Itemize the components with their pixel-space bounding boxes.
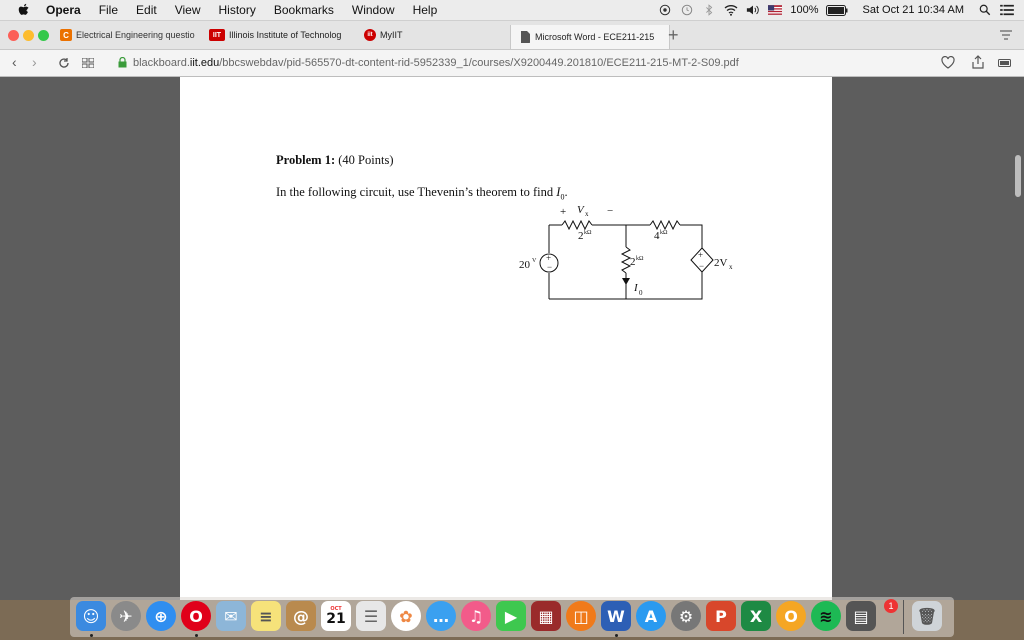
battery-icon[interactable]: [826, 5, 848, 16]
current-arrow: [622, 278, 630, 285]
resistor-r3: [622, 247, 630, 273]
bluetooth-icon[interactable]: [702, 4, 716, 16]
tab-bar: [0, 21, 1024, 50]
us-flag-icon[interactable]: [768, 4, 782, 16]
reminders-icon[interactable]: ☰: [356, 601, 386, 631]
dep-source-sub: x: [729, 263, 733, 271]
excel-icon[interactable]: X: [741, 601, 771, 631]
dep-minus-sign: −: [699, 261, 705, 271]
r3-value: 2: [630, 256, 636, 268]
vs-plus-sign: +: [546, 253, 552, 263]
speed-dial-icon[interactable]: [82, 58, 94, 68]
word-icon[interactable]: W: [601, 601, 631, 631]
vx-label: V: [577, 204, 584, 216]
spotify-icon[interactable]: ≋: [811, 601, 841, 631]
battery-saver-icon[interactable]: [998, 59, 1012, 67]
new-tab-button[interactable]: +: [668, 25, 679, 45]
vertical-scrollbar[interactable]: [1015, 155, 1021, 197]
statement-sub: 0: [560, 192, 565, 202]
app-store-icon[interactable]: A: [636, 601, 666, 631]
vs-minus-sign: −: [547, 262, 553, 272]
problem-title: Problem 1:: [276, 153, 336, 167]
volume-icon[interactable]: [746, 4, 760, 16]
chegg-favicon-icon: C: [60, 29, 72, 41]
notes-icon[interactable]: ≡: [251, 601, 281, 631]
dep-source-label: 2V: [714, 257, 728, 269]
battery-percent: 100%: [790, 4, 819, 16]
address-bar: [0, 50, 1024, 77]
back-button[interactable]: ‹: [12, 54, 17, 70]
reload-icon[interactable]: [58, 57, 70, 69]
messages-icon[interactable]: …: [426, 601, 456, 631]
clock[interactable]: Sat Oct 21 10:34 AM: [862, 4, 964, 16]
close-window-button[interactable]: [8, 30, 19, 41]
menu-edit[interactable]: Edit: [136, 3, 157, 17]
current-label: I: [634, 282, 638, 294]
finder-running-indicator: [90, 634, 93, 637]
dock-divider: [903, 600, 904, 634]
tab-label: MyIIT: [380, 30, 403, 40]
time-machine-icon[interactable]: [680, 4, 694, 16]
url-domain: iit.edu: [189, 56, 220, 69]
share-icon[interactable]: [972, 55, 984, 69]
vx-minus: −: [607, 205, 614, 217]
vx-sub: x: [585, 210, 589, 218]
statement-var: I: [556, 185, 561, 199]
lock-icon: [118, 57, 127, 68]
finder-icon[interactable]: ☺: [76, 601, 106, 631]
url-field[interactable]: [118, 53, 968, 72]
tab-myiit[interactable]: [364, 25, 504, 45]
vx-plus: +: [560, 206, 567, 218]
downloads-stack-icon[interactable]: ▤: [846, 601, 876, 631]
spotlight-icon[interactable]: [978, 4, 992, 16]
resistor-r2: [650, 221, 680, 229]
notification-badge: 1: [884, 599, 898, 613]
maximize-window-button[interactable]: [38, 30, 49, 41]
calendar-icon[interactable]: [321, 601, 351, 631]
iit-favicon-icon: IIT: [209, 29, 225, 41]
tab-label: Microsoft Word - ECE211-215: [535, 32, 655, 42]
source-unit: V: [532, 258, 537, 264]
menu-window[interactable]: Window: [351, 3, 395, 17]
tab-chegg[interactable]: [60, 25, 202, 45]
statement-end: .: [564, 185, 568, 199]
opera-icon[interactable]: O: [181, 601, 211, 631]
contacts-icon[interactable]: @: [286, 601, 316, 631]
photo-booth-icon[interactable]: ▦: [531, 601, 561, 631]
heart-icon[interactable]: [941, 56, 955, 69]
r1-value: 2: [578, 230, 584, 242]
launchpad-icon[interactable]: ✈: [111, 601, 141, 631]
itunes-icon[interactable]: ♫: [461, 601, 491, 631]
facetime-icon[interactable]: ▶: [496, 601, 526, 631]
menu-help[interactable]: Help: [412, 3, 438, 17]
tab-label: Electrical Engineering questio: [76, 30, 195, 40]
menu-app-name[interactable]: Opera: [46, 3, 81, 17]
preview-icon[interactable]: ✉: [216, 601, 246, 631]
dep-plus-sign: +: [698, 250, 704, 260]
opera-running-indicator: [195, 634, 198, 637]
menu-bookmarks[interactable]: Bookmarks: [273, 3, 334, 17]
statement-text: In the following circuit, use Thevenin’s theorem to find: [276, 185, 557, 199]
notification-center-icon[interactable]: [1000, 4, 1014, 16]
url-path: /bbcswebdav/pid-565570-dt-content-rid-5952339_1/courses/X9200449.201810/ECE211-215-MT-2-S09.pdf: [219, 56, 739, 69]
circuit-diagram: [180, 77, 832, 600]
pdf-page: [180, 77, 832, 600]
powerpoint-icon[interactable]: P: [706, 601, 736, 631]
system-preferences-icon[interactable]: ⚙: [671, 601, 701, 631]
tab-word-document[interactable]: [510, 25, 670, 49]
wifi-icon[interactable]: [724, 4, 738, 16]
outlook-icon[interactable]: O: [776, 601, 806, 631]
apple-icon[interactable]: [14, 3, 34, 17]
pdf-viewer[interactable]: [0, 77, 1024, 600]
forward-button[interactable]: ›: [32, 54, 37, 70]
r2-value: 4: [654, 230, 660, 242]
r2-unit: kΩ: [660, 230, 668, 236]
wire-top-right: [680, 225, 702, 248]
ibooks-icon[interactable]: ◫: [566, 601, 596, 631]
problem-points: (40 Points): [338, 153, 394, 167]
url-prefix: blackboard.: [133, 56, 190, 69]
menu-file[interactable]: File: [98, 3, 119, 17]
myiit-favicon-icon: iit: [364, 29, 376, 41]
calendar-day: 21: [326, 611, 346, 627]
resistor-r1: [562, 221, 592, 229]
source-value: 20: [519, 259, 530, 271]
safari-icon[interactable]: ⊕: [146, 601, 176, 631]
calendar-month: OCT: [330, 606, 342, 612]
menu-history[interactable]: History: [218, 3, 256, 17]
photos-icon[interactable]: ✿: [391, 601, 421, 631]
tab-menu-icon[interactable]: [1000, 30, 1012, 40]
tab-label: Illinois Institute of Technolog: [229, 30, 342, 40]
r3-unit: kΩ: [636, 256, 644, 262]
r1-unit: kΩ: [584, 230, 592, 236]
document-icon: [519, 31, 531, 43]
menu-view[interactable]: View: [174, 3, 201, 17]
current-sub: 0: [639, 289, 643, 297]
trash-icon[interactable]: 🗑: [912, 601, 942, 631]
tab-iit[interactable]: [209, 25, 357, 45]
menu-bar: [0, 0, 1024, 21]
vpn-icon[interactable]: [658, 4, 672, 16]
minimize-window-button[interactable]: [23, 30, 34, 41]
word-running-indicator: [615, 634, 618, 637]
